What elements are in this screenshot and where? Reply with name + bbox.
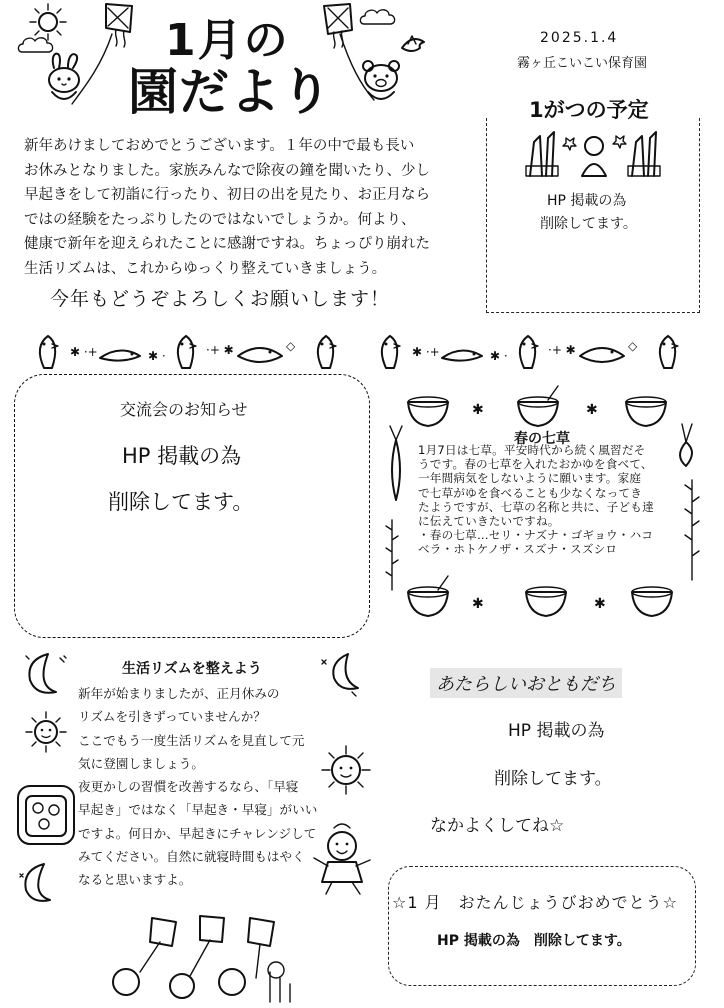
porridge-bowl-icon bbox=[518, 386, 558, 426]
porridge-bowl-icon bbox=[408, 397, 448, 426]
schedule-line: 削除してます。 bbox=[540, 216, 637, 232]
svg-text:✱ ·: ✱ · bbox=[490, 349, 508, 363]
rhythm-line: ここでもう一度生活リズムを見直して元 bbox=[78, 732, 305, 748]
nanakusa-line: うです。春の七草を入れたおかゆを食べて、 bbox=[418, 457, 653, 472]
porridge-bowl-icon bbox=[632, 587, 672, 616]
page-title: 園だより bbox=[128, 63, 332, 121]
rhythm-line: 気に登園しましょう。 bbox=[78, 755, 204, 771]
intro-line: ではの経験をたっぷりしたのではないでしょうか。何より、 bbox=[24, 211, 416, 228]
birthday-line: HP 掲載の為 削除してます。 bbox=[437, 933, 631, 949]
event-heading: 交流会のお知らせ bbox=[120, 400, 248, 419]
penguin-icon bbox=[238, 348, 282, 362]
intro-line: お休みとなりました。家族みんなで除夜の鐘を聞いたり、少し bbox=[24, 162, 430, 179]
penguin-icon bbox=[520, 336, 538, 368]
nursery-name: 霧ヶ丘こいこい保育園 bbox=[517, 56, 648, 71]
schedule-line: HP 掲載の為 bbox=[547, 193, 627, 209]
svg-text:◇: ◇ bbox=[286, 339, 296, 353]
porridge-bowl-icon bbox=[526, 587, 566, 616]
penguin-icon bbox=[580, 348, 624, 362]
porridge-bowl-icon bbox=[408, 576, 448, 616]
nanakusa-line: に伝えていきたいですね。 bbox=[418, 514, 560, 529]
svg-text:✱ ·+: ✱ ·+ bbox=[412, 345, 440, 359]
penguin-icon bbox=[318, 336, 336, 368]
svg-text:◇: ◇ bbox=[628, 339, 638, 353]
moon-icon bbox=[18, 648, 74, 698]
penguin-icon bbox=[40, 336, 58, 368]
nanakusa-title: 春の七草 bbox=[514, 431, 570, 447]
penguin-icon bbox=[178, 336, 196, 368]
event-line: HP 掲載の為 bbox=[122, 444, 242, 468]
rhythm-line: 早起き」ではなく「早起き・早寝」がいい bbox=[78, 802, 318, 818]
birthday-title: ☆1 月 おたんじょうびおめでとう☆ bbox=[392, 893, 678, 912]
penguin-icon bbox=[660, 336, 678, 368]
rhythm-line: 新年が始まりましたが、正月休みの bbox=[78, 686, 280, 701]
friends-line: なかよくしてね☆ bbox=[430, 816, 565, 836]
moon-icon bbox=[14, 860, 66, 908]
nanakusa-line: ・春の七草…セリ・ナズナ・ゴギョウ・ハコ bbox=[418, 528, 654, 543]
intro-line: 健康で新年を迎えられたことに感謝ですね。ちょっぴり崩れた bbox=[24, 236, 430, 252]
penguin-icon bbox=[382, 336, 400, 368]
rhythm-line: 夜更かしの習慣を改善するなら、「早寝 bbox=[78, 779, 299, 795]
svg-text:✱: ✱ bbox=[472, 402, 484, 418]
bunny-icon bbox=[38, 52, 90, 106]
rhythm-line: リズムを引きずっていませんか？ bbox=[78, 709, 266, 725]
nanakusa-text bbox=[418, 443, 676, 557]
penguin-border-right bbox=[372, 330, 692, 372]
nanakusa-line: たようですが、七草の名称と共に、子ども達 bbox=[418, 499, 654, 514]
penguin-border-left bbox=[30, 330, 350, 372]
friends-title: あたらしいおともだち bbox=[430, 668, 622, 698]
clock-icon bbox=[14, 778, 78, 848]
svg-text:✱ ·: ✱ · bbox=[148, 349, 166, 363]
friends-line: HP 掲載の為 bbox=[508, 721, 605, 741]
svg-text:✱: ✱ bbox=[594, 596, 606, 612]
nanakusa-line: ベラ・ホトケノザ・スズナ・スズシロ bbox=[418, 542, 618, 557]
new-year-greeting: 今年もどうぞよろしくお願いします！ bbox=[50, 288, 391, 310]
rhythm-line: みてください。自然に就寝時間もはやく bbox=[78, 849, 305, 865]
porridge-bowl-icon bbox=[626, 397, 666, 426]
penguin-icon bbox=[100, 350, 140, 360]
intro-line: 生活リズムは、これからゆっくり整えていきましょう。 bbox=[24, 260, 387, 277]
herb-icon bbox=[685, 480, 699, 580]
rhythm-line: ですよ。何日か、早起きにチャレンジして bbox=[78, 825, 317, 841]
animals-kites-icon bbox=[100, 912, 320, 1006]
friends-line: 削除してます。 bbox=[494, 769, 612, 789]
bird-icon bbox=[398, 34, 428, 58]
svg-text:·+ ✱: ·+ ✱ bbox=[548, 343, 576, 357]
radish-icon bbox=[390, 426, 402, 500]
svg-text:✱: ✱ bbox=[586, 402, 598, 418]
svg-text:·+ ✱: ·+ ✱ bbox=[206, 343, 234, 357]
bear-icon bbox=[354, 56, 408, 108]
page-title-month: 1月の bbox=[165, 15, 290, 66]
kadomatsu-icon bbox=[520, 126, 670, 178]
rhythm-title: 生活リズムを整えよう bbox=[122, 661, 262, 677]
herb-icon bbox=[386, 520, 398, 590]
nanakusa-line: 一年間病気をしないように願います。家庭 bbox=[418, 471, 642, 486]
sun-icon bbox=[22, 708, 70, 756]
penguin-icon bbox=[442, 350, 482, 360]
birthday-box bbox=[388, 866, 696, 986]
issue-date: 2025.1.4 bbox=[540, 30, 619, 46]
svg-text:✱ ·+: ✱ ·+ bbox=[70, 345, 98, 359]
nanakusa-line: で七草がゆを食べることも少なくなってき bbox=[418, 485, 643, 500]
nanakusa-line: 1月7日は七草。平安時代から続く風習だそ bbox=[418, 443, 646, 457]
radish-icon bbox=[680, 424, 692, 466]
svg-text:✱: ✱ bbox=[472, 596, 484, 612]
intro-line: 新年あけましておめでとうございます。１年の中で最も長い bbox=[24, 138, 415, 154]
event-line: 削除してます。 bbox=[108, 490, 254, 514]
rhythm-line: なると思いますよ。 bbox=[78, 872, 192, 888]
intro-text bbox=[24, 134, 464, 281]
intro-line: 早起きをして初詣に行ったり、初日の出を見たり、お正月なら bbox=[24, 187, 430, 203]
rhythm-text bbox=[78, 682, 340, 892]
schedule-title: 1がつの予定 bbox=[525, 94, 653, 124]
